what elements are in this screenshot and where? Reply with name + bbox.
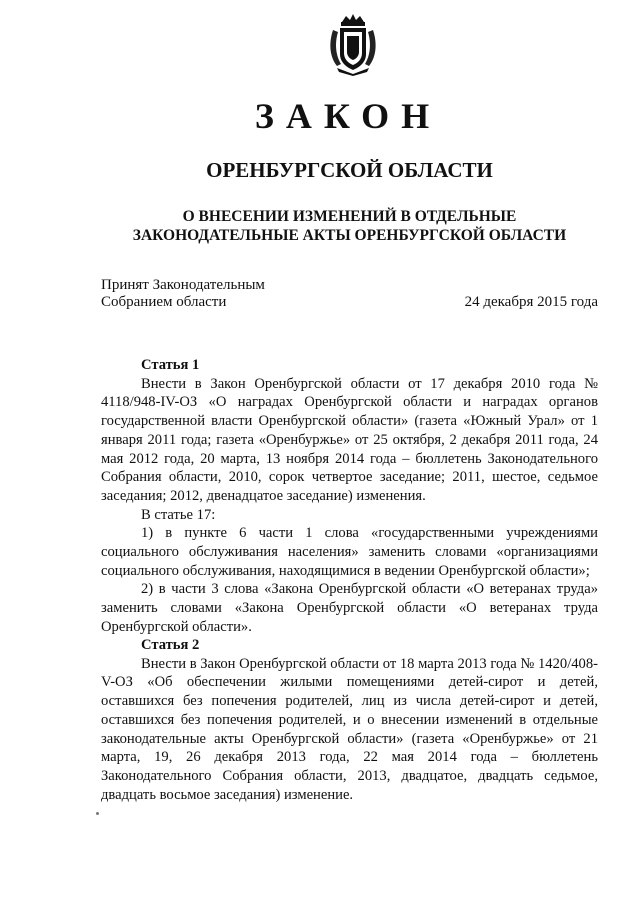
article-1-paragraph-2: В статье 17: (141, 506, 216, 523)
law-heading-line-2: ЗАКОНОДАТЕЛЬНЫЕ АКТЫ ОРЕНБУРГСКОЙ ОБЛАСТИ (132, 227, 567, 244)
article-2-title: Статья 2 (141, 637, 200, 653)
article-1-title: Статья 1 (141, 357, 200, 373)
adoption-block (101, 277, 265, 311)
adoption-line-2: Собранием области (101, 294, 227, 310)
scan-speck (96, 812, 99, 815)
law-heading-line-1: О ВНЕСЕНИИ ИЗМЕНЕНИЙ В ОТДЕЛЬНЫЕ (182, 208, 517, 225)
adoption-line-1: Принят Законодательным (101, 277, 265, 293)
article-2 (101, 636, 598, 804)
region-name: ОРЕНБУРГСКОЙ ОБЛАСТИ (206, 158, 493, 182)
document-title: ЗАКОН (254, 96, 442, 136)
adoption-date: 24 декабря 2015 года (464, 294, 598, 310)
article-1-paragraph-4: 2) в части 3 слова «Закона Оренбургской области «О ветеранах труда» заменить словами «Закона Оренбургской области «О ветеранах труда Оренбургской области». (101, 581, 598, 635)
article-1-paragraph-3: 1) в пункте 6 части 1 слова «государственными учреждениями социального обслуживания населения» заменить словами «организациями социального обслуживания, находящимися в ведении Оренбургской области»; (101, 525, 598, 579)
coat-of-arms-icon (327, 14, 379, 76)
law-heading (0, 207, 640, 245)
article-1 (101, 356, 598, 637)
article-2-paragraph-1: Внести в Закон Оренбургской области от 18 марта 2013 года № 1420/408-V-ОЗ «Об обеспечении жилыми помещениями детей-сирот и детей, оставшихся без попечения родителей, лиц из числа детей-сирот и детей, оставшихся без попечения родителей, и о внесении изменений в отдельные законодательные акты Оренбургской области» (газета «Оренбуржье» от 21 марта, 19, 26 декабря 2013 года, 22 мая 2014 года – бюллетень Законодательного Собрания области, 2013, двадцатое, двадцать седьмое, двадцать восьмое заседания) изменение. (101, 655, 598, 803)
article-1-paragraph-1: Внести в Закон Оренбургской области от 17 декабря 2010 года № 4118/948-IV-ОЗ «О наградах Оренбургской области и наградах органов государственной власти Оренбургской области» (газета «Южный Урал» от 1 января 2011 года; газета «Оренбуржье» от 25 октября, 2 декабря 2011 года, 24 мая 2012 года, 20 марта, 13 ноября 2014 года – бюллетень Законодательного Собрания области, 2010, сорок четвертое заседание; 2011, шестое, седьмое заседания; 2012, двенадцатое заседание) изменения. (101, 375, 598, 504)
